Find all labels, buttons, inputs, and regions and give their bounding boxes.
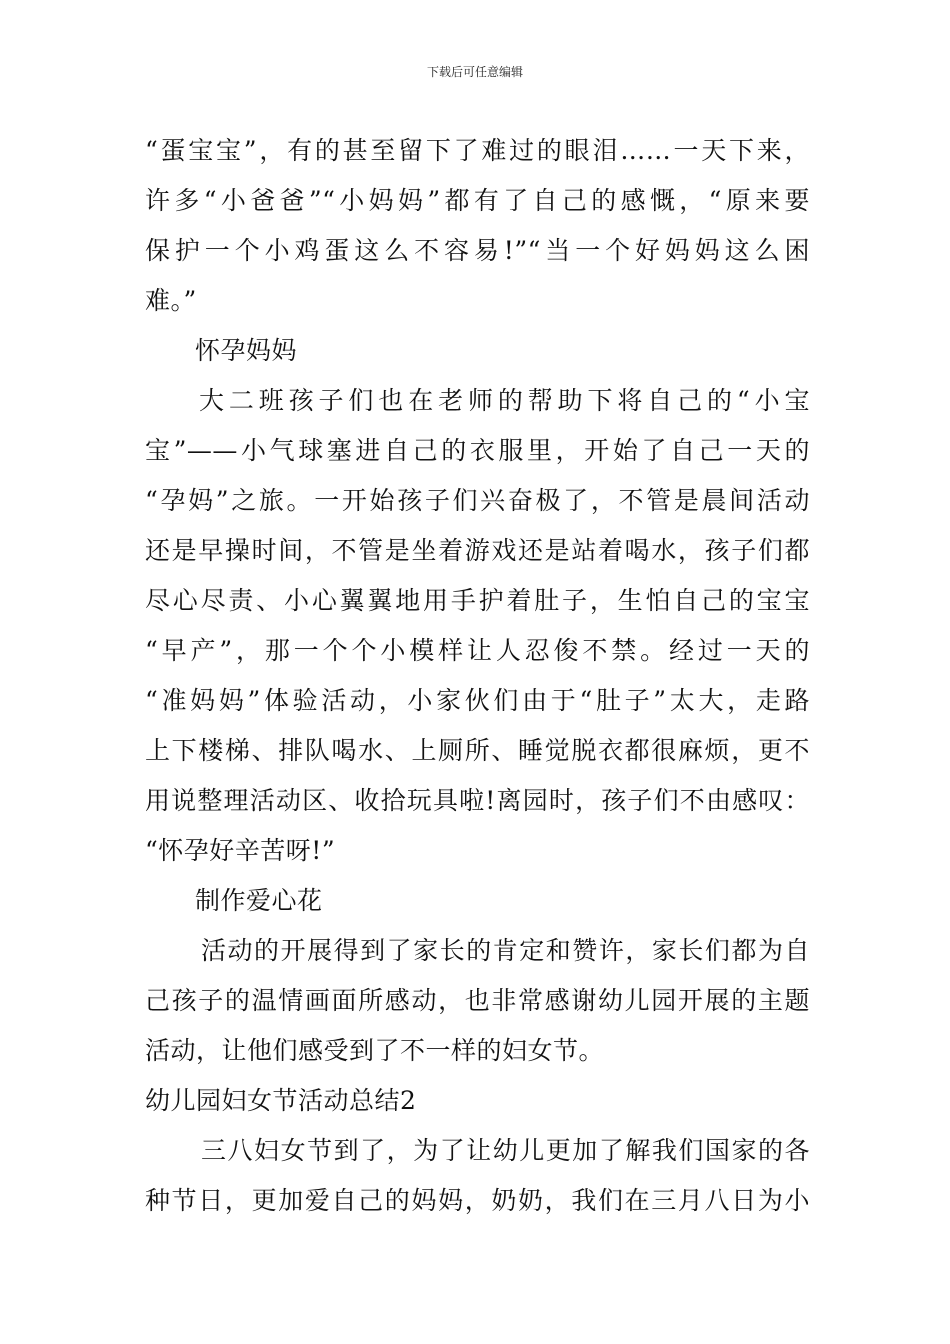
paragraph-line: 尽心尽责、小心翼翼地用手护着肚子，生怕自己的宝宝 xyxy=(145,586,810,615)
paragraph-line: 活动，让他们感受到了不一样的妇女节。 xyxy=(145,1036,605,1065)
paragraph-line: 还是早操时间，不管是坐着游戏还是站着喝水，孩子们都 xyxy=(145,536,810,565)
document-body xyxy=(145,126,810,1226)
paragraph-line: “怀孕好辛苦呀!” xyxy=(145,836,336,865)
document-title: 幼儿园妇女节活动总结2 xyxy=(145,1086,417,1115)
paragraph-line: 难。” xyxy=(145,286,197,315)
paragraph-line: “准妈妈”体验活动，小家伙们由于“肚子”太大，走路 xyxy=(145,686,810,715)
paragraph-line: 三八妇女节到了，为了让幼儿更加了解我们国家的各 xyxy=(201,1136,810,1165)
paragraph-line: 保护一个小鸡蛋这么不容易!”“当一个好妈妈这么困 xyxy=(145,236,810,265)
paragraph-line: “早产”，那一个个小模样让人忍俊不禁。经过一天的 xyxy=(145,636,810,665)
paragraph-line: 上下楼梯、排队喝水、上厕所、睡觉脱衣都很麻烦，更不 xyxy=(145,736,810,765)
paragraph-line: “蛋宝宝”，有的甚至留下了难过的眼泪……一天下来， xyxy=(145,136,810,165)
paragraph-line: 种节日，更加爱自己的妈妈，奶奶，我们在三月八日为小 xyxy=(145,1186,810,1215)
section-heading: 制作爱心花 xyxy=(195,886,323,915)
paragraph-line: 宝”——小气球塞进自己的衣服里，开始了自己一天的 xyxy=(145,436,810,465)
section-heading: 怀孕妈妈 xyxy=(195,336,298,365)
paragraph-line: 活动的开展得到了家长的肯定和赞许，家长们都为自 xyxy=(201,936,810,965)
paragraph-line: 己孩子的温情画面所感动，也非常感谢幼儿园开展的主题 xyxy=(145,986,810,1015)
paragraph-line: 许多“小爸爸”“小妈妈”都有了自己的感慨，“原来要 xyxy=(145,186,810,215)
paragraph-line: 用说整理活动区、收拾玩具啦!离园时，孩子们不由感叹： xyxy=(145,786,810,815)
paragraph-line: “孕妈”之旅。一开始孩子们兴奋极了，不管是晨间活动 xyxy=(145,486,810,515)
paragraph-line: 大二班孩子们也在老师的帮助下将自己的“小宝 xyxy=(199,386,810,415)
page-header-note: 下载后可任意编辑 xyxy=(426,65,523,79)
